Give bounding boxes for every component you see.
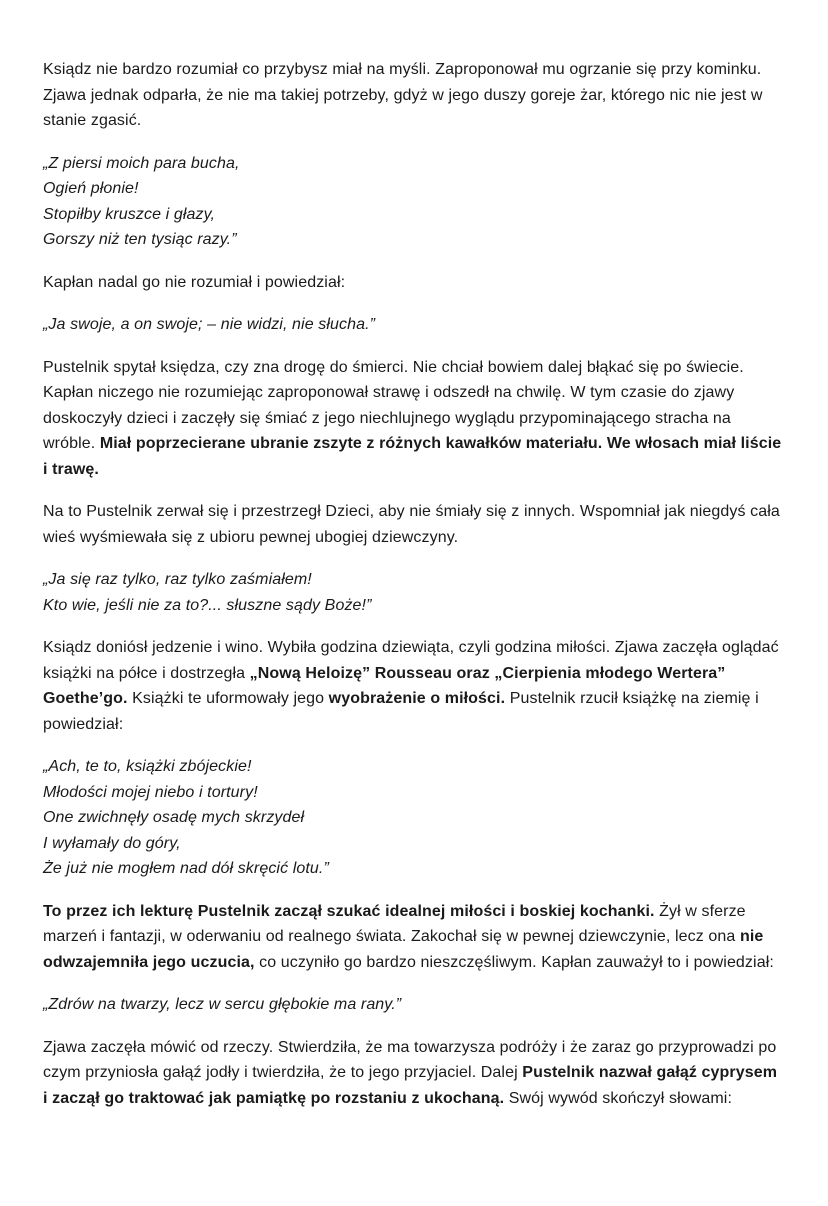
text-run: Swój wywód skończył słowami: [504,1089,733,1107]
verse-quote [43,992,786,1018]
text-run: Kapłan nadal go nie rozumiał i powiedział: [43,273,346,291]
text-run: Ksiądz doniósł jedzenie i wino. Wybiła godzina dziewiąta, czyli godzina miłości. Zjawa zaczęła oglądać książki na półce i dostrzegła [43,639,779,682]
verse-line: Kto wie, jeśli nie za to?... słuszne sądy Boże!” [43,596,372,614]
paragraph [43,899,786,976]
text-run: Książki te uformowały jego [127,690,329,707]
verse-line: Stopiłby kruszce i głazy, [43,205,216,223]
verse-line: Młodości mojej niebo i tortury! [43,783,258,801]
verse-line: Ogień płonie! [43,180,139,197]
verse-line: „Ja swoje, a on swoje; – nie widzi, nie słucha.” [43,316,376,333]
paragraph [43,57,786,134]
verse-line: „Ach, te to, książki zbójeckie! [43,758,252,775]
text-run-bold: To przez ich lekturę Pustelnik zaczął szukać idealnej miłości i boskiej kochanki. [43,902,655,920]
verse-line: I wyłamały do góry, [43,834,181,852]
verse-quote [43,151,786,253]
verse-quote [43,567,786,618]
verse-line: One zwichnęły osadę mych skrzydeł [43,809,305,826]
text-run-bold: Miał poprzecierane ubranie zszyte z różnych kawałków materiału. We włosach miał liście i trawę. [43,435,782,478]
paragraph [43,355,786,483]
text-run: Zjawa zaczęła mówić od rzeczy. Stwierdziła, że ma towarzysza podróży i że zaraz go przyprowadzi po czym przyniosła gałąź jodły i twierdziła, że to jego przyjaciel. Dalej [43,1038,777,1081]
text-run: co uczyniło go bardzo nieszczęśliwym. Kapłan zauważył to i powiedział: [254,953,774,971]
verse-line: „Z piersi moich para bucha, [43,154,240,172]
verse-line: Gorszy niż ten tysiąc razy.” [43,231,237,248]
text-run-bold: Pustelnik nazwał gałąź cyprysem i zaczął go traktować jak pamiątkę po rozstaniu z ukochaną. [43,1064,778,1107]
paragraph [43,635,786,737]
paragraph [43,499,786,550]
text-run: Ksiądz nie bardzo rozumiał co przybysz miał na myśli. Zaproponował mu ogrzanie się przy kominku. Zjawa jednak odparła, że nie ma takiej potrzeby, gdyż w jego duszy goreje żar, którego nic nie jest w stanie zgasić. [43,61,763,129]
verse-line: Że już nie mogłem nad dół skręcić lotu.” [43,860,329,877]
text-run-bold: wyobrażenie o miłości. [328,690,506,707]
verse-line: „Zdrów na twarzy, lecz w sercu głębokie ma rany.” [43,996,402,1013]
text-run: Pustelnik rzucił książkę na ziemię i powiedział: [43,690,759,733]
verse-quote [43,754,786,882]
text-run: Na to Pustelnik zerwał się i przestrzegł Dzieci, aby nie śmiały się z innych. Wspomniał jak niegdyś cała wieś wyśmiewała się z ubioru pewnej ubogiej dziewczyny. [43,503,780,546]
verse-line: „Ja się raz tylko, raz tylko zaśmiałem! [43,571,312,588]
text-run-bold: nie odwzajemniła jego uczucia, [43,928,764,971]
text-run-bold: „Nową Heloizę” Rousseau oraz „Cierpienia młodego Wertera” Goethe’go. [43,664,726,707]
text-run: Pustelnik spytał księdza, czy zna drogę do śmierci. Nie chciał bowiem dalej błąkać się po świecie. Kapłan niczego nie rozumiejąc zaproponował strawę i odszedł na chwilę. W tym czasie do zjawy doskoczyły dzieci i zaczęły się śmiać z jego niechlujnego wyglądu przypominającego stracha na wróble. [43,358,744,452]
verse-quote [43,312,786,338]
paragraph [43,270,786,296]
paragraph [43,1035,786,1112]
text-run: Żył w sferze marzeń i fantazji, w oderwaniu od realnego świata. Zakochał się w pewnej dziewczynie, lecz ona [43,902,746,945]
